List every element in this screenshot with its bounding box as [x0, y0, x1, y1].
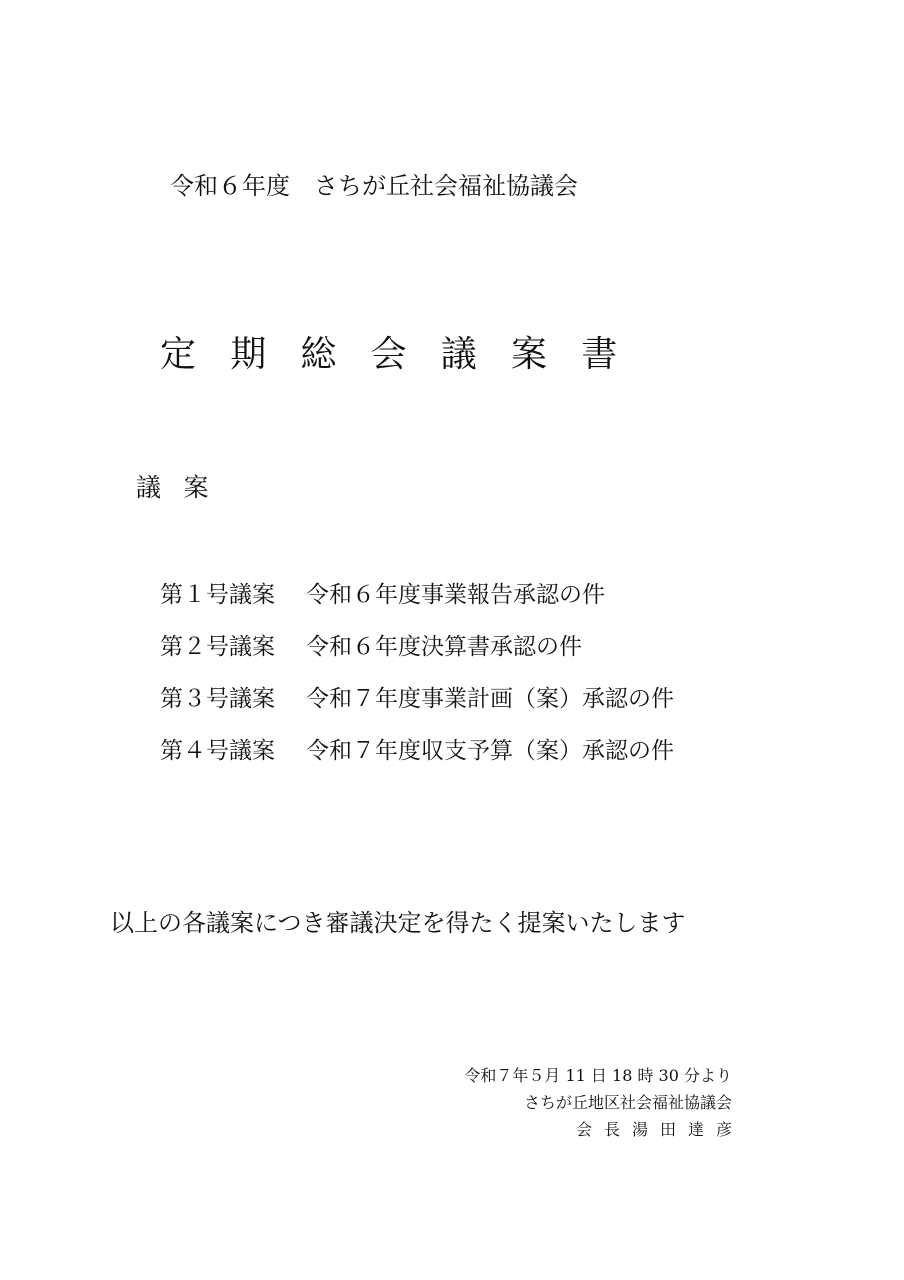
agenda-title: 令和６年度事業報告承認の件 [306, 582, 605, 608]
agenda-number: 第２号議案 [160, 634, 275, 660]
agenda-list [160, 578, 674, 786]
organization-title: 令和６年度 さちが丘社会福祉協議会 [170, 172, 578, 200]
agenda-title: 令和７年度事業計画（案）承認の件 [306, 686, 674, 712]
agenda-item [160, 630, 674, 682]
agenda-number: 第４号議案 [160, 738, 275, 764]
agenda-title: 令和７年度収支予算（案）承認の件 [306, 738, 674, 764]
agenda-title: 令和６年度決算書承認の件 [306, 634, 582, 660]
document-title: 定期総会議案書 [160, 334, 652, 375]
meeting-date: 令和７年５月 11 日 18 時 30 分より [464, 1066, 732, 1085]
agenda-number: 第３号議案 [160, 686, 275, 712]
agenda-item [160, 682, 674, 734]
signature-block [464, 1062, 744, 1143]
agenda-item [160, 734, 674, 786]
signature-organization: さちが丘地区社会福祉協議会 [523, 1093, 732, 1112]
section-heading: 議案 [136, 473, 232, 502]
signature-name: 会長湯田達彦 [575, 1120, 744, 1139]
agenda-item [160, 578, 674, 630]
closing-statement: 以上の各議案につき審議決定を得たく提案いたします [110, 909, 686, 937]
agenda-number: 第１号議案 [160, 582, 275, 608]
